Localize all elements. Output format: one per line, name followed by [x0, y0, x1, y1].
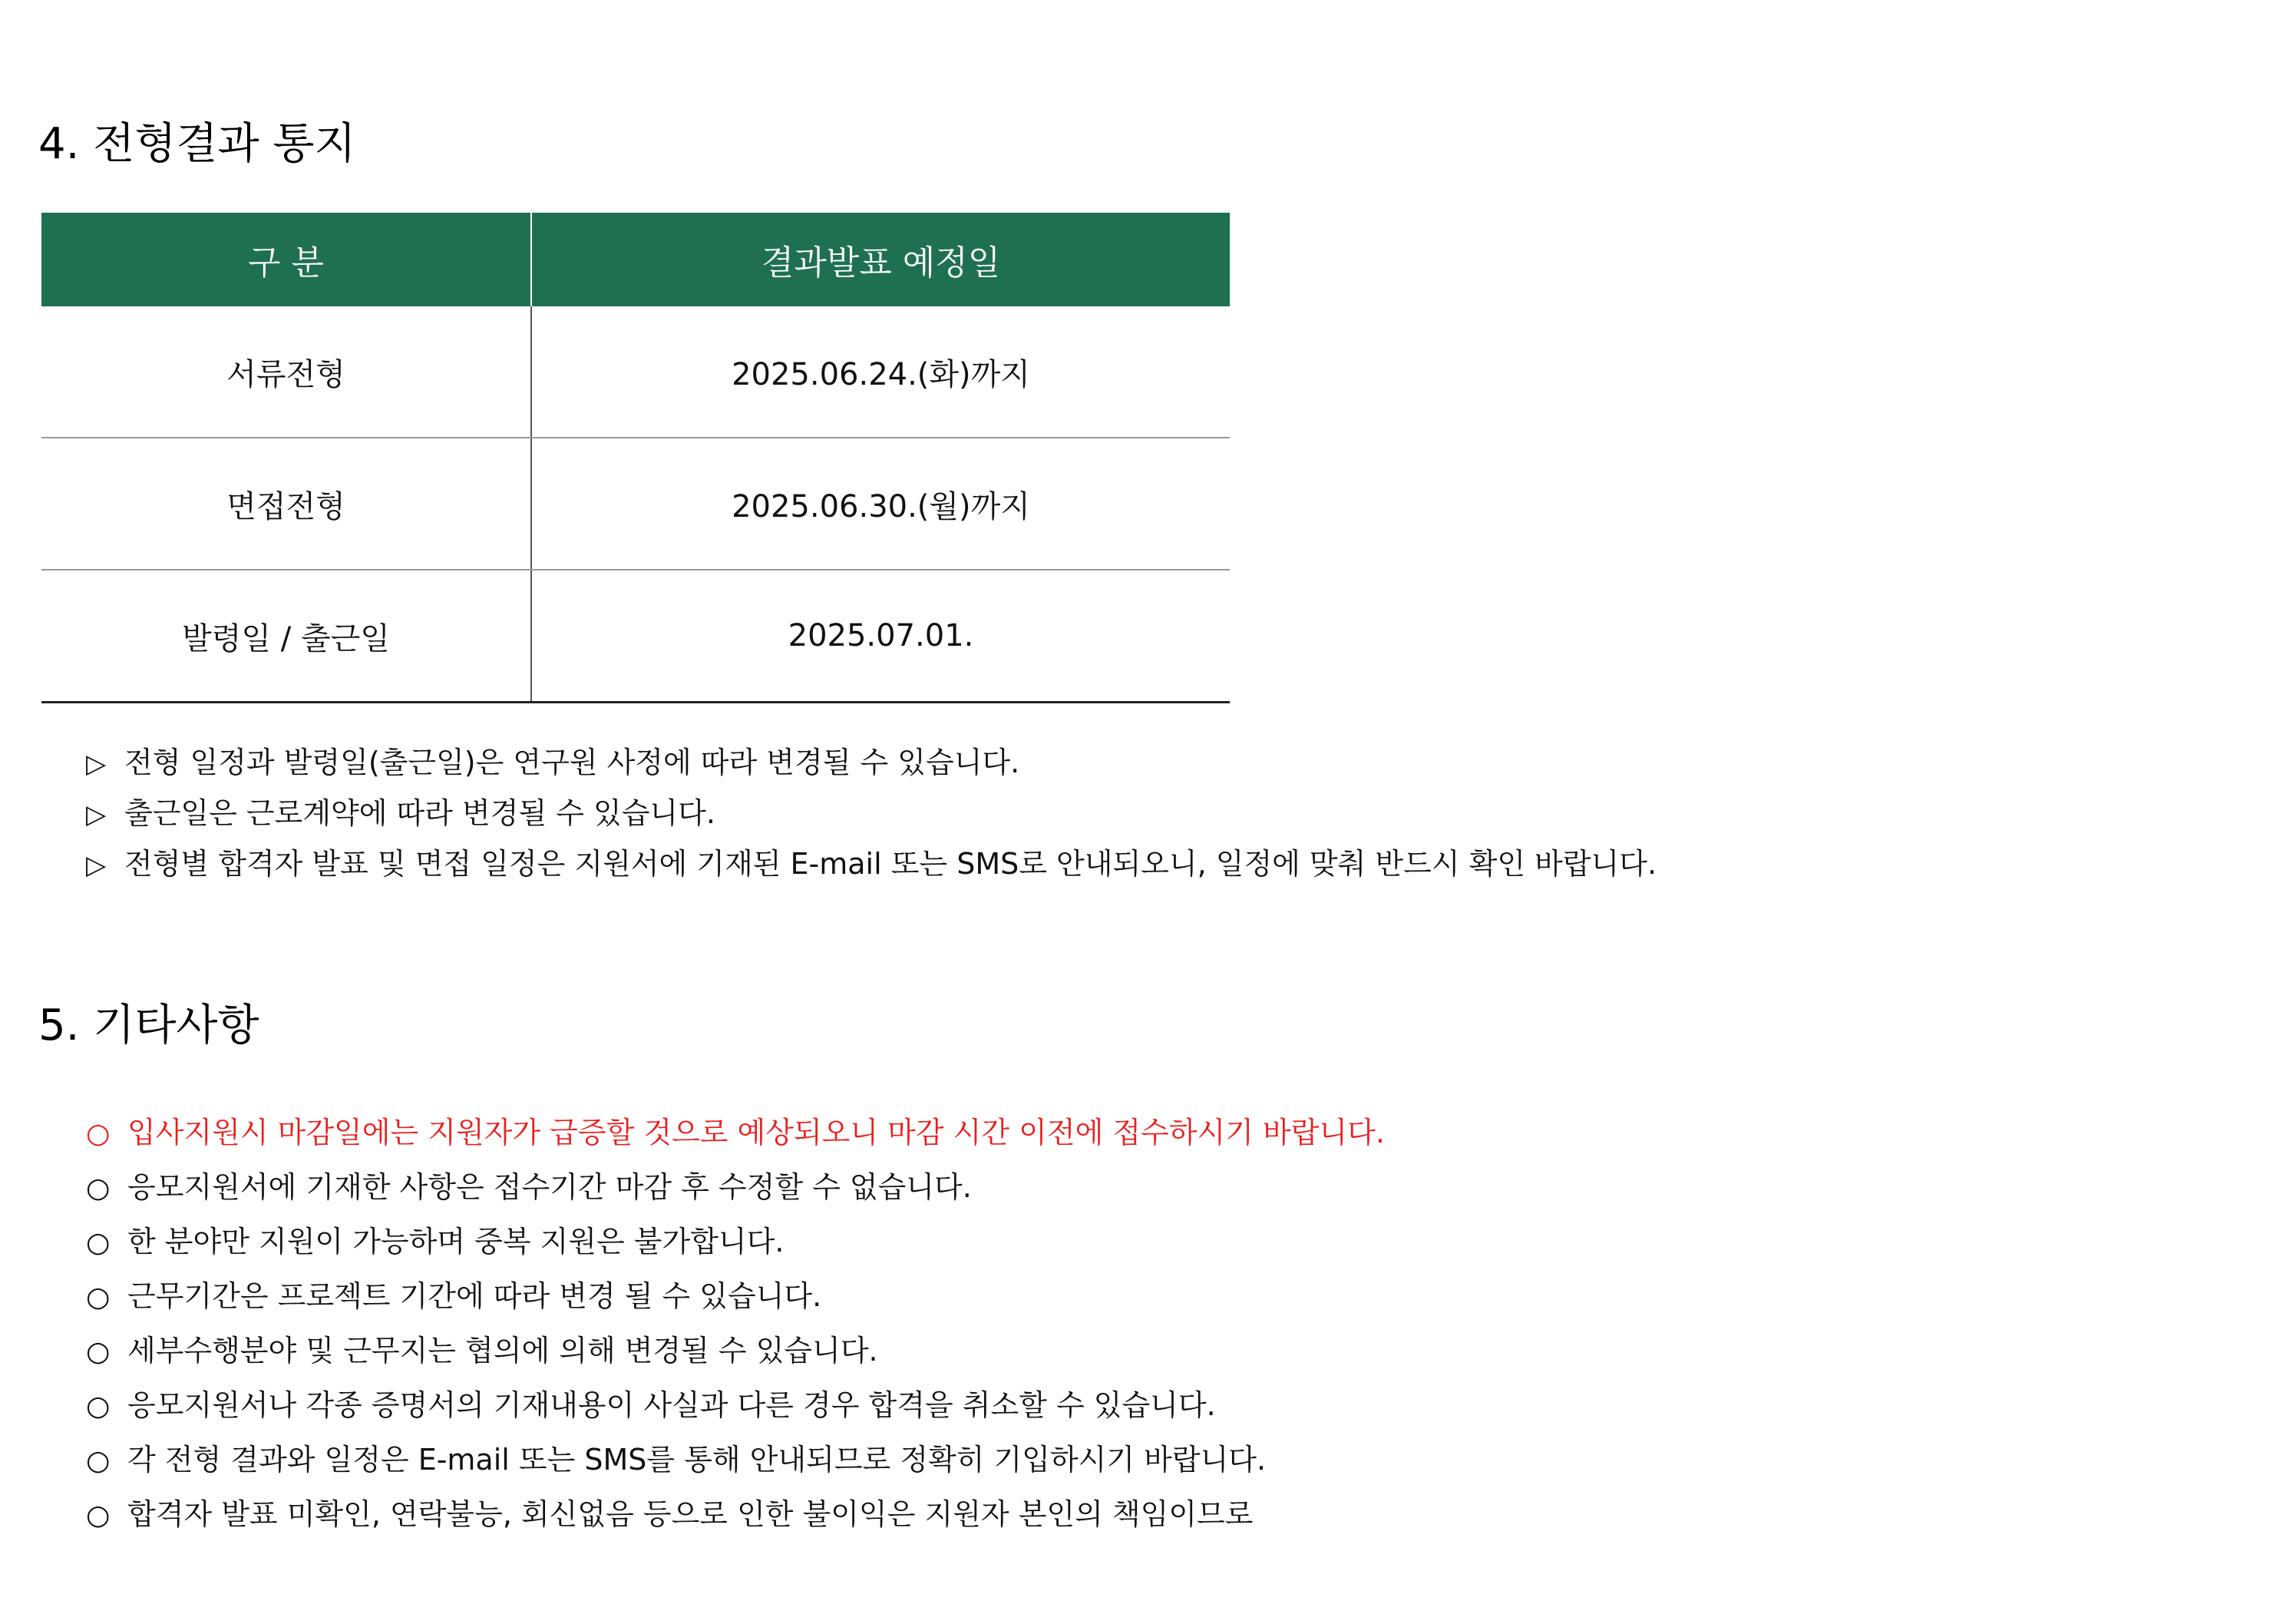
- list-item: [86, 1106, 1385, 1160]
- table-row: [41, 438, 1230, 570]
- triangle-bullet-icon: ▷: [86, 799, 107, 830]
- list-item: [86, 1324, 1385, 1378]
- circle-bullet-icon: ○: [86, 1445, 111, 1477]
- stage-cell: 면접전형: [41, 438, 531, 570]
- item-text: 합격자 발표 미확인, 연락불능, 회신없음 등으로 인한 불이익은 지원자 본인의 책임이므로: [127, 1497, 1254, 1531]
- circle-bullet-icon: ○: [86, 1173, 111, 1204]
- circle-bullet-icon: ○: [86, 1336, 111, 1368]
- table-row: [41, 306, 1230, 438]
- table-header-row: [41, 213, 1230, 306]
- note-item: [86, 838, 1657, 889]
- item-text: 각 전형 결과와 일정은 E-mail 또는 SMS를 통해 안내되므로 정확히 기입하시기 바랍니다.: [127, 1443, 1267, 1477]
- list-item: [86, 1487, 1385, 1542]
- item-text: 응모지원서에 기재한 사항은 접수기간 마감 후 수정할 수 없습니다.: [127, 1170, 972, 1204]
- schedule-notes: [86, 737, 1657, 889]
- item-text: 세부수행분야 및 근무지는 협의에 의해 변경될 수 있습니다.: [127, 1334, 878, 1368]
- circle-bullet-icon: ○: [86, 1118, 111, 1149]
- list-item: [86, 1433, 1385, 1487]
- item-text: 한 분야만 지원이 가능하며 중복 지원은 불가합니다.: [127, 1225, 785, 1259]
- header-announcement-date: 결과발표 예정일: [531, 213, 1230, 306]
- circle-bullet-icon: ○: [86, 1282, 111, 1313]
- list-item: [86, 1160, 1385, 1215]
- item-text: 근무기간은 프로젝트 기간에 따라 변경 될 수 있습니다.: [127, 1279, 822, 1313]
- stage-cell: 서류전형: [41, 306, 531, 438]
- list-item: [86, 1269, 1385, 1324]
- circle-bullet-icon: ○: [86, 1227, 111, 1259]
- circle-bullet-icon: ○: [86, 1500, 111, 1531]
- note-text: 전형별 합격자 발표 및 면접 일정은 지원서에 기재된 E-mail 또는 SMS로 안내되오니, 일정에 맞춰 반드시 확인 바랍니다.: [124, 847, 1657, 881]
- circle-bullet-icon: ○: [86, 1391, 111, 1422]
- item-text: 응모지원서나 각종 증명서의 기재내용이 사실과 다른 경우 합격을 취소할 수 있습니다.: [127, 1388, 1216, 1422]
- item-text: 입사지원시 마감일에는 지원자가 급증할 것으로 예상되오니 마감 시간 이전에 접수하시기 바랍니다.: [127, 1116, 1385, 1149]
- header-category: 구 분: [41, 213, 531, 306]
- note-item: [86, 788, 1657, 838]
- section-4-title: 4. 전형결과 통지: [38, 119, 356, 169]
- stage-cell: 발령일 / 출근일: [41, 570, 531, 703]
- other-notes-list: [86, 1106, 1385, 1542]
- section-5-title: 5. 기타사항: [38, 1001, 259, 1050]
- date-cell: 2025.06.30.(월)까지: [531, 438, 1230, 570]
- date-cell: 2025.07.01.: [531, 570, 1230, 703]
- date-cell: 2025.06.24.(화)까지: [531, 306, 1230, 438]
- note-text: 전형 일정과 발령일(출근일)은 연구원 사정에 따라 변경될 수 있습니다.: [124, 746, 1020, 779]
- triangle-bullet-icon: ▷: [86, 850, 107, 881]
- list-item: [86, 1378, 1385, 1433]
- table-row: [41, 570, 1230, 703]
- list-item: [86, 1215, 1385, 1269]
- note-text: 출근일은 근로계약에 따라 변경될 수 있습니다.: [124, 796, 715, 830]
- note-item: [86, 737, 1657, 788]
- result-schedule-table: [41, 213, 1230, 703]
- triangle-bullet-icon: ▷: [86, 749, 107, 779]
